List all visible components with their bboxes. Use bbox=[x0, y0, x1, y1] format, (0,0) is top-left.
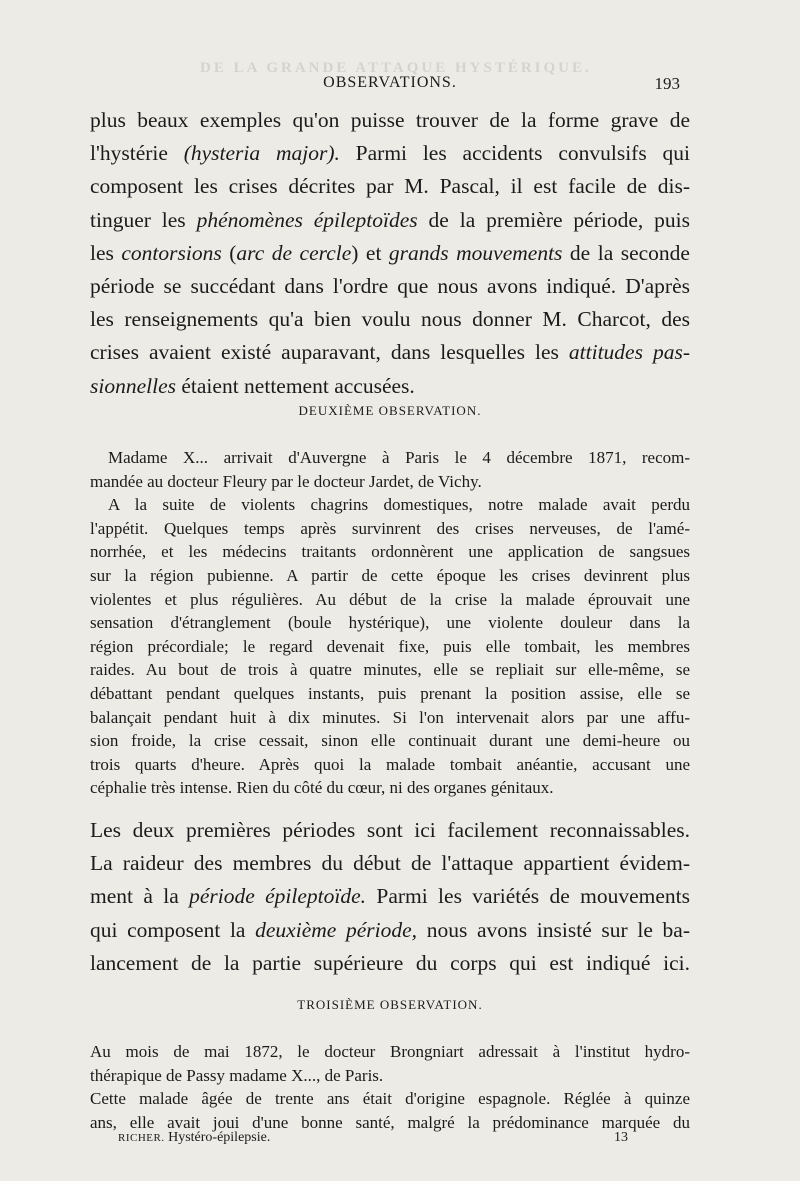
text-line: sur la région pubienne. A partir de cette époque les crises devinrent plus bbox=[90, 565, 690, 585]
footer-author-title bbox=[118, 1130, 270, 1146]
text-line: A la suite de violents chagrins domestiques, notre malade avait perdu bbox=[108, 495, 690, 515]
footer-book-title: Hystéro-épilepsie. bbox=[168, 1130, 271, 1145]
paragraph-commentary bbox=[90, 814, 690, 980]
text-line: Au mois de mai 1872, le docteur Brongniart adressait à l'institut hydro- bbox=[90, 1042, 690, 1061]
text-line: céphalie très intense. Rien du côté du cœur, ni des organes génitaux. bbox=[90, 778, 554, 798]
text-line: balançait pendant huit à dix minutes. Si l'on intervenait alors par une affu- bbox=[90, 707, 690, 727]
text-line: lancement de la partie supérieure du corps qui est indiqué ici. bbox=[90, 950, 690, 975]
text-line: l'appétit. Quelques temps après survinrent des crises nerveuses, de l'amé- bbox=[90, 518, 690, 538]
page-number: 193 bbox=[654, 74, 680, 93]
text-line: norrhée, et les médecins traitants ordonnèrent une application de sangsues bbox=[90, 542, 690, 562]
page-header bbox=[90, 74, 690, 96]
text-line: violentes et plus régulières. Au début de la crise la malade éprouvait une bbox=[90, 589, 690, 609]
text-line: ment à la période épileptoïde. Parmi les variétés de mouvements bbox=[90, 884, 690, 909]
bleed-through-text: DE LA GRANDE ATTAQUE HYSTÉRIQUE. bbox=[200, 60, 592, 76]
text-line: période se succédant dans l'ordre que nous avons indiqué. D'après bbox=[90, 274, 690, 299]
text-line: les renseignements qu'a bien voulu nous donner M. Charcot, des bbox=[90, 307, 690, 332]
section-title-deuxieme: DEUXIÈME OBSERVATION. bbox=[298, 403, 482, 418]
paragraph-intro bbox=[90, 104, 690, 403]
text-line: trois quarts d'heure. Après quoi la malade tombait anéantie, accusant une bbox=[90, 754, 690, 774]
text-line: mandée au docteur Fleury par le docteur Jardet, de Vichy. bbox=[90, 471, 482, 491]
text-line: sion froide, la crise cessait, sinon elle continuait durant une demi-heure ou bbox=[90, 731, 690, 751]
text-line: sensation d'étranglement (boule hystérique), une violente douleur dans la bbox=[90, 613, 690, 633]
text-line: crises avaient existé auparavant, dans lesquelles les attitudes pas- bbox=[90, 340, 690, 365]
text-line: La raideur des membres du début de l'attaque appartient évidem- bbox=[90, 851, 690, 876]
text-line: thérapique de Passy madame X..., de Paris. bbox=[90, 1065, 384, 1085]
section-title-troisieme: TROISIÈME OBSERVATION. bbox=[297, 997, 483, 1012]
text-line: qui composent la deuxième période, nous avons insisté sur le ba- bbox=[90, 917, 690, 942]
text-line: débattant pendant quelques instants, puis prenant la position assise, elle se bbox=[90, 683, 690, 703]
text-line: Cette malade âgée de trente ans était d'origine espagnole. Réglée à quinze bbox=[90, 1089, 690, 1109]
text-line: ans, elle avait joui d'une bonne santé, malgré la prédominance marquée du bbox=[90, 1112, 690, 1132]
text-line: les contorsions (arc de cercle) et grands mouvements de la seconde bbox=[90, 240, 690, 265]
text-line: l'hystérie (hysteria major). Parmi les accidents convulsifs qui bbox=[90, 141, 690, 166]
running-title: OBSERVATIONS. bbox=[323, 74, 457, 91]
text-line: Madame X... arrivait d'Auvergne à Paris le 4 décembre 1871, recom- bbox=[108, 448, 690, 467]
text-line: tinguer les phénomènes épileptoïdes de la première période, puis bbox=[90, 207, 690, 232]
text-line: région précordiale; le regard devenait fixe, puis elle tombait, les membres bbox=[90, 636, 690, 656]
text-line: raides. Au bout de trois à quatre minutes, elle se repliait sur elle-même, se bbox=[90, 660, 690, 680]
text-line: sionnelles étaient nettement accusées. bbox=[90, 373, 415, 398]
observation-three bbox=[90, 1040, 690, 1134]
signature-mark: 13 bbox=[614, 1130, 628, 1145]
footer-author: RICHER. bbox=[118, 1132, 165, 1144]
observation-two bbox=[90, 446, 690, 800]
text-line: Les deux premières périodes sont ici facilement reconnaissables. bbox=[90, 818, 690, 842]
text-line: composent les crises décrites par M. Pascal, il est facile de dis- bbox=[90, 174, 690, 199]
text-line: plus beaux exemples qu'on puisse trouver de la forme grave de bbox=[90, 108, 690, 132]
page-footer bbox=[118, 1130, 628, 1148]
